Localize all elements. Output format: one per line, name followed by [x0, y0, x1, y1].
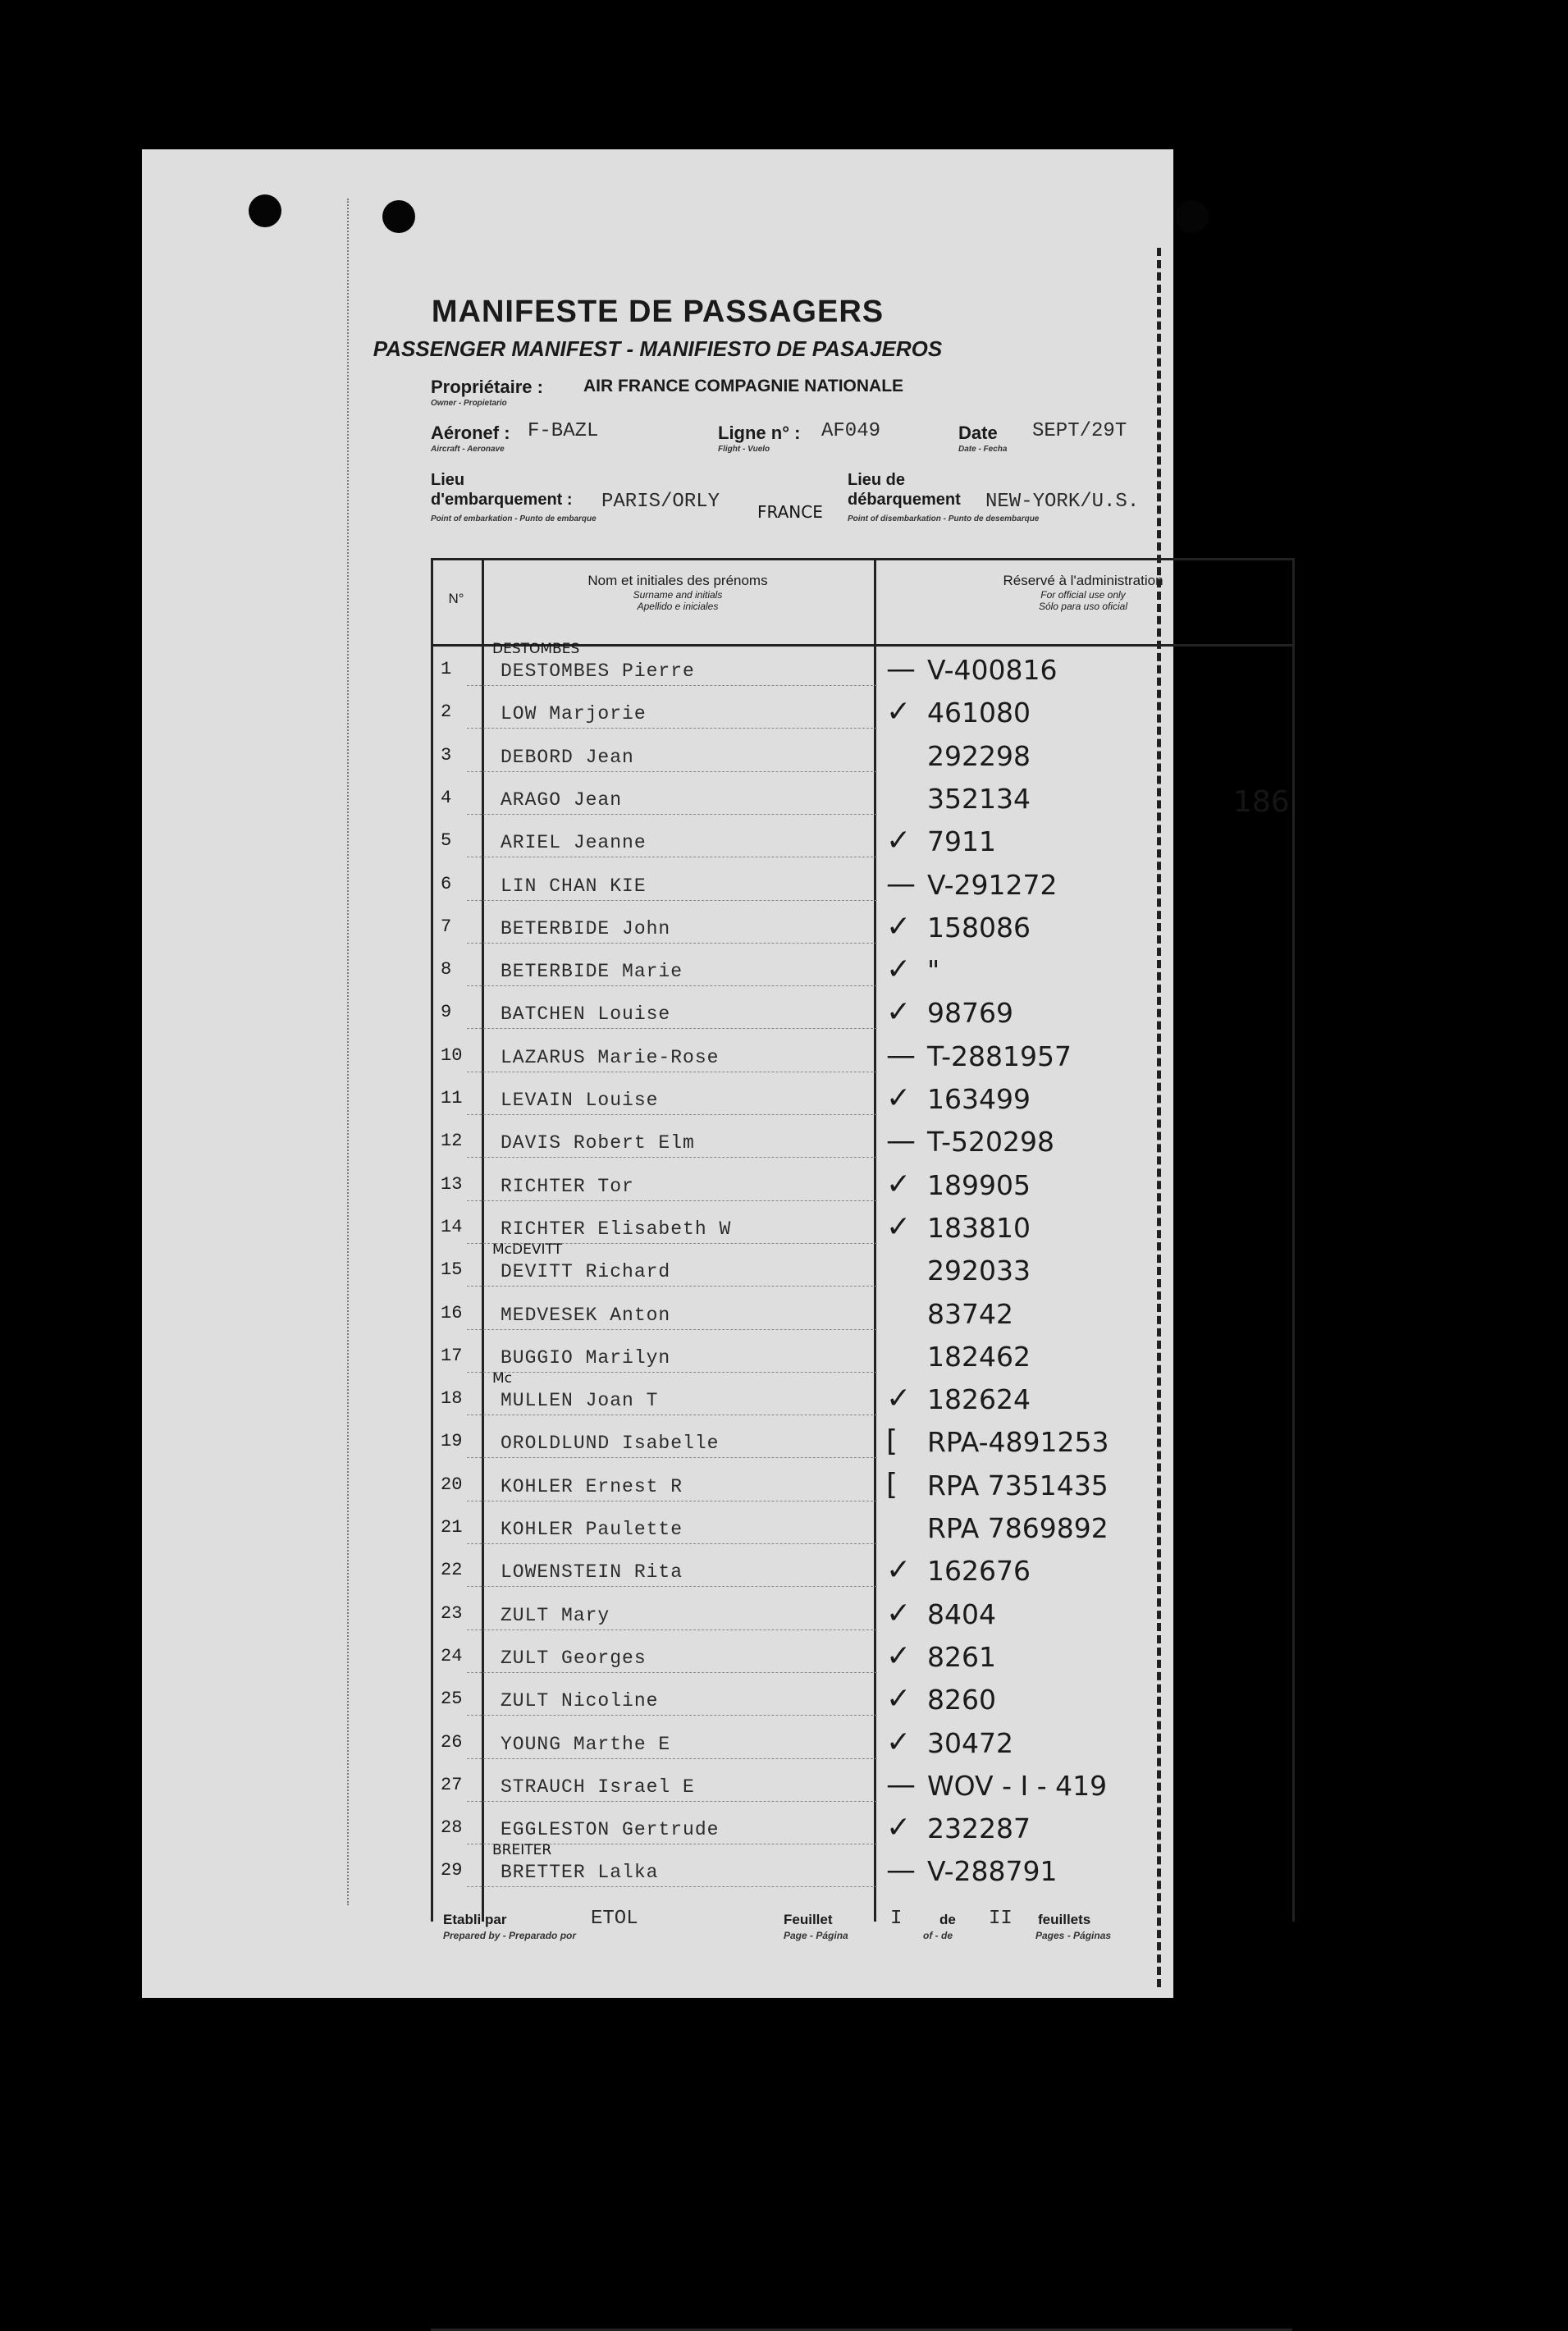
row-official-number: 7911 — [927, 825, 996, 858]
disembarkation-sublabel: Point of disembarkation - Punto de desembarque — [848, 514, 1040, 523]
row-check-mark: ✓ — [886, 1639, 912, 1673]
date-value: SEPT/29T — [1032, 420, 1127, 442]
row-official-number: 8404 — [927, 1597, 996, 1630]
row-number: 14 — [441, 1216, 463, 1237]
disembarkation-value: NEW-YORK/U.S. — [985, 491, 1140, 513]
aircraft-value: F-BAZL — [528, 420, 599, 442]
row-guide-line — [467, 1715, 877, 1716]
row-official-number: 30472 — [927, 1726, 1013, 1759]
row-official-number: 189905 — [927, 1168, 1031, 1201]
col-header-number: N° — [448, 591, 464, 606]
row-number: 27 — [441, 1774, 463, 1795]
page-subtitle: PASSENGER MANIFEST - MANIFIESTO DE PASAJEROS — [373, 336, 943, 361]
row-check-mark: ✓ — [886, 1725, 912, 1759]
disembarkation-label-1: Lieu de — [848, 471, 906, 489]
row-guide-line — [467, 1672, 877, 1673]
row-number: 5 — [441, 830, 452, 852]
table-row — [431, 1339, 1301, 1380]
sheets-label: feuillets — [1038, 1912, 1091, 1927]
owner-label: Propriétaire : — [431, 377, 543, 397]
table-row — [431, 1081, 1301, 1122]
row-passenger-name: DAVIS Robert Elm — [501, 1132, 695, 1154]
table-row — [431, 1811, 1301, 1852]
owner-value — [583, 377, 903, 396]
row-handwritten-correction: DESTOMBES — [492, 641, 580, 657]
row-official-number: 292033 — [927, 1255, 1031, 1287]
row-official-number: 292298 — [927, 739, 1031, 772]
table-row — [431, 738, 1301, 779]
total-sheets-value: II — [989, 1908, 1013, 1930]
sheet-sublabel: Page - Página — [784, 1930, 848, 1941]
row-guide-line — [467, 900, 877, 901]
row-guide-line — [467, 943, 877, 944]
flight-line-sublabel: Flight - Vuelo — [718, 445, 770, 454]
row-guide-line — [467, 1457, 877, 1458]
row-official-number: 98769 — [927, 997, 1013, 1030]
row-number: 21 — [441, 1517, 463, 1538]
table-row — [431, 1468, 1301, 1509]
table-row — [431, 1842, 1301, 1895]
row-check-mark: ✓ — [886, 824, 912, 858]
row-guide-line — [467, 1329, 877, 1330]
passenger-table — [431, 558, 1309, 1922]
table-row — [431, 867, 1301, 908]
row-check-mark: [ — [886, 1467, 898, 1501]
page-title: MANIFESTE DE PASSAGERS — [431, 295, 885, 329]
row-number: 29 — [441, 1860, 463, 1881]
row-official-number: RPA-4891253 — [927, 1426, 1109, 1459]
table-row — [431, 781, 1301, 822]
row-number: 19 — [441, 1431, 463, 1452]
row-number: 26 — [441, 1731, 463, 1753]
prepared-value: ETOL — [591, 1908, 638, 1930]
row-guide-line — [467, 1629, 877, 1630]
sheet-label: Feuillet — [784, 1912, 833, 1927]
row-passenger-name: MEDVESEK Anton — [501, 1304, 671, 1326]
row-number: 18 — [441, 1388, 463, 1410]
row-handwritten-correction: Mc — [492, 1370, 513, 1387]
row-check-mark: ✓ — [886, 1081, 912, 1115]
row-handwritten-correction: BREITER — [492, 1842, 552, 1859]
row-guide-line — [467, 1028, 877, 1029]
row-passenger-name: KOHLER Paulette — [501, 1519, 683, 1540]
row-check-mark: ✓ — [886, 1553, 912, 1588]
punch-hole-left-1 — [249, 194, 281, 227]
row-official-number: WOV - I - 419 — [927, 1769, 1108, 1802]
row-passenger-name: YOUNG Marthe E — [501, 1733, 671, 1755]
row-official-number: 162676 — [927, 1555, 1031, 1588]
row-passenger-name: LAZARUS Marie-Rose — [501, 1046, 720, 1068]
row-guide-line — [467, 1286, 877, 1287]
row-number: 23 — [441, 1602, 463, 1624]
row-official-number: 83742 — [927, 1297, 1013, 1330]
row-number: 1 — [441, 659, 452, 679]
row-number: 3 — [441, 744, 452, 766]
margin-note: 186 — [1233, 785, 1290, 819]
row-passenger-name: STRAUCH Israel E — [501, 1776, 695, 1798]
owner-sublabel: Owner - Propietario — [431, 399, 507, 408]
row-passenger-name: LOW Marjorie — [501, 703, 647, 725]
row-guide-line — [467, 1372, 877, 1373]
row-number: 8 — [441, 959, 452, 980]
of-sublabel: of - de — [923, 1930, 953, 1941]
row-passenger-name: DEBORD Jean — [501, 746, 634, 768]
table-row — [431, 1511, 1301, 1552]
pages-sublabel: Pages - Páginas — [1035, 1930, 1112, 1941]
sheet-value: I — [890, 1908, 903, 1930]
row-number: 25 — [441, 1689, 463, 1710]
table-row — [431, 1168, 1301, 1209]
row-guide-line — [467, 1157, 877, 1158]
row-guide-line — [467, 1758, 877, 1759]
row-official-number: 182462 — [927, 1340, 1031, 1373]
flight-line-value: AF049 — [821, 420, 881, 442]
row-passenger-name: RICHTER Tor — [501, 1175, 634, 1197]
row-check-mark: ✓ — [886, 1596, 912, 1630]
row-number: 7 — [441, 916, 452, 937]
owner-value-text: AIR FRANCE COMPAGNIE NATIONALE — [583, 377, 904, 395]
table-row — [431, 995, 1301, 1036]
table-row — [431, 1296, 1301, 1337]
row-number: 10 — [441, 1044, 463, 1066]
row-check-mark: ✓ — [886, 1209, 912, 1244]
table-row — [431, 824, 1301, 865]
table-row — [431, 1039, 1301, 1080]
row-guide-line — [467, 1114, 877, 1115]
embarkation-label-2: d'embarquement : — [431, 491, 573, 509]
table-row — [431, 1639, 1301, 1680]
embarkation-sublabel: Point of embarkation - Punto de embarque — [431, 514, 597, 523]
of-label: de — [939, 1912, 956, 1927]
row-official-number: V-291272 — [927, 868, 1058, 901]
date-sublabel: Date - Fecha — [958, 445, 1008, 454]
row-guide-line — [467, 771, 877, 772]
row-guide-line — [467, 814, 877, 815]
row-check-mark: ✓ — [886, 1167, 912, 1201]
row-passenger-name: ZULT Mary — [501, 1604, 610, 1626]
row-official-number: 8260 — [927, 1684, 996, 1716]
table-row — [431, 1424, 1301, 1465]
row-check-mark: ✓ — [886, 695, 912, 729]
col-header-name-en: Surname and initials — [633, 589, 723, 601]
row-guide-line — [467, 985, 877, 986]
table-row — [431, 1241, 1301, 1294]
table-row — [431, 1124, 1301, 1165]
col-header-admin-en: For official use only — [1040, 589, 1126, 601]
row-number: 24 — [441, 1645, 463, 1666]
row-guide-line — [467, 1543, 877, 1544]
row-check-mark: ✓ — [886, 1811, 912, 1845]
row-official-number: V-288791 — [927, 1855, 1058, 1888]
row-number: 6 — [441, 873, 452, 894]
row-official-number: 232287 — [927, 1812, 1031, 1845]
row-number: 20 — [441, 1474, 463, 1495]
col-header-admin-es: Sólo para uso oficial — [1038, 601, 1128, 612]
row-number: 22 — [441, 1560, 463, 1581]
row-check-mark: — — [886, 1124, 916, 1159]
col-header-name-fr: Nom et initiales des prénoms — [587, 573, 768, 588]
row-official-number: 352134 — [927, 782, 1031, 815]
punch-hole-right-1 — [1176, 200, 1209, 233]
prepared-label: Etabli par — [443, 1912, 507, 1927]
row-passenger-name: BETERBIDE Marie — [501, 961, 683, 983]
row-number: 4 — [441, 787, 452, 808]
row-guide-line — [467, 1200, 877, 1201]
row-passenger-name: KOHLER Ernest R — [501, 1475, 683, 1497]
margin-line — [347, 199, 349, 1905]
row-number: 12 — [441, 1131, 463, 1152]
row-passenger-name: ARIEL Jeanne — [501, 832, 647, 854]
table-row — [431, 695, 1301, 736]
flight-line-label: Ligne n° : — [718, 423, 801, 443]
table-row — [431, 910, 1301, 951]
col-header-admin-fr: Réservé à l'administration — [1003, 573, 1163, 588]
row-official-number: 461080 — [927, 697, 1031, 729]
row-official-number: RPA 7351435 — [927, 1469, 1109, 1501]
row-check-mark: — — [886, 1853, 916, 1888]
date-label: Date — [958, 423, 998, 443]
row-guide-line — [467, 1801, 877, 1802]
row-passenger-name: BRETTER Lalka — [501, 1862, 659, 1884]
row-number: 11 — [441, 1088, 463, 1108]
col-header-name — [482, 573, 874, 612]
row-passenger-name: LOWENSTEIN Rita — [501, 1561, 683, 1584]
row-official-number: V-400816 — [927, 654, 1058, 686]
embarkation-label-1: Lieu — [431, 471, 465, 489]
table-row — [431, 1370, 1301, 1423]
row-guide-line — [467, 685, 877, 686]
row-official-number: 182624 — [927, 1383, 1031, 1416]
row-official-number: " — [927, 954, 940, 987]
row-passenger-name: BUGGIO Marilyn — [501, 1346, 671, 1369]
row-check-mark: ✓ — [886, 1382, 912, 1416]
row-number: 2 — [441, 702, 452, 723]
row-passenger-name: ZULT Georges — [501, 1647, 647, 1669]
row-check-mark: — — [886, 1767, 916, 1802]
row-passenger-name: BATCHEN Louise — [501, 1003, 671, 1026]
col-header-name-es: Apellido e iniciales — [637, 601, 719, 612]
row-passenger-name: BETERBIDE John — [501, 917, 671, 939]
row-passenger-name: RICHTER Elisabeth W — [501, 1218, 732, 1240]
row-passenger-name: OROLDLUND Isabelle — [501, 1433, 720, 1455]
row-check-mark: ✓ — [886, 909, 912, 944]
row-passenger-name: DEVITT Richard — [501, 1261, 671, 1283]
row-official-number: T-520298 — [927, 1126, 1055, 1159]
row-check-mark: — — [886, 866, 916, 901]
row-official-number: 158086 — [927, 911, 1031, 944]
row-official-number: 163499 — [927, 1083, 1031, 1115]
row-number: 28 — [441, 1817, 463, 1839]
row-passenger-name: LEVAIN Louise — [501, 1090, 659, 1111]
row-number: 16 — [441, 1302, 463, 1323]
prepared-sublabel: Prepared by - Preparado por — [443, 1930, 577, 1941]
row-passenger-name: LIN CHAN KIE — [501, 875, 647, 897]
row-number: 15 — [441, 1259, 463, 1281]
row-passenger-name: ZULT Nicoline — [501, 1690, 659, 1712]
table-row — [431, 1553, 1301, 1594]
row-check-mark: [ — [886, 1424, 898, 1459]
aircraft-sublabel: Aircraft - Aeronave — [431, 445, 505, 454]
row-handwritten-correction: McDEVITT — [492, 1241, 562, 1259]
row-check-mark: ✓ — [886, 953, 912, 987]
row-official-number: T-2881957 — [927, 1040, 1072, 1072]
table-row — [431, 953, 1301, 994]
row-number: 13 — [441, 1173, 463, 1195]
row-number: 17 — [441, 1345, 463, 1366]
row-number: 9 — [441, 1002, 452, 1023]
row-check-mark: ✓ — [886, 995, 912, 1030]
table-row — [431, 1682, 1301, 1723]
punch-hole-left-2 — [382, 200, 415, 233]
table-row — [431, 1597, 1301, 1638]
row-official-number: 8261 — [927, 1640, 996, 1673]
col-header-admin — [874, 573, 1292, 612]
table-top-border — [431, 558, 1292, 560]
row-check-mark: ✓ — [886, 1682, 912, 1716]
aircraft-label: Aéronef : — [431, 423, 510, 443]
table-row — [431, 641, 1301, 693]
table-row — [431, 1725, 1301, 1767]
row-official-number: 183810 — [927, 1211, 1031, 1244]
row-official-number: RPA 7869892 — [927, 1512, 1109, 1544]
embarkation-value: PARIS/ORLY — [601, 491, 720, 513]
row-passenger-name: MULLEN Joan T — [501, 1390, 659, 1412]
row-guide-line — [467, 1886, 877, 1887]
row-check-mark: — — [886, 652, 916, 686]
row-guide-line — [467, 1586, 877, 1587]
embarkation-handwritten: FRANCE — [757, 502, 823, 522]
table-row — [431, 1768, 1301, 1809]
disembarkation-label-2: débarquement — [848, 491, 961, 509]
row-check-mark: — — [886, 1038, 916, 1072]
row-guide-line — [467, 728, 877, 729]
row-passenger-name: DESTOMBES Pierre — [501, 660, 695, 682]
row-passenger-name: EGGLESTON Gertrude — [501, 1819, 720, 1841]
row-passenger-name: ARAGO Jean — [501, 788, 623, 811]
